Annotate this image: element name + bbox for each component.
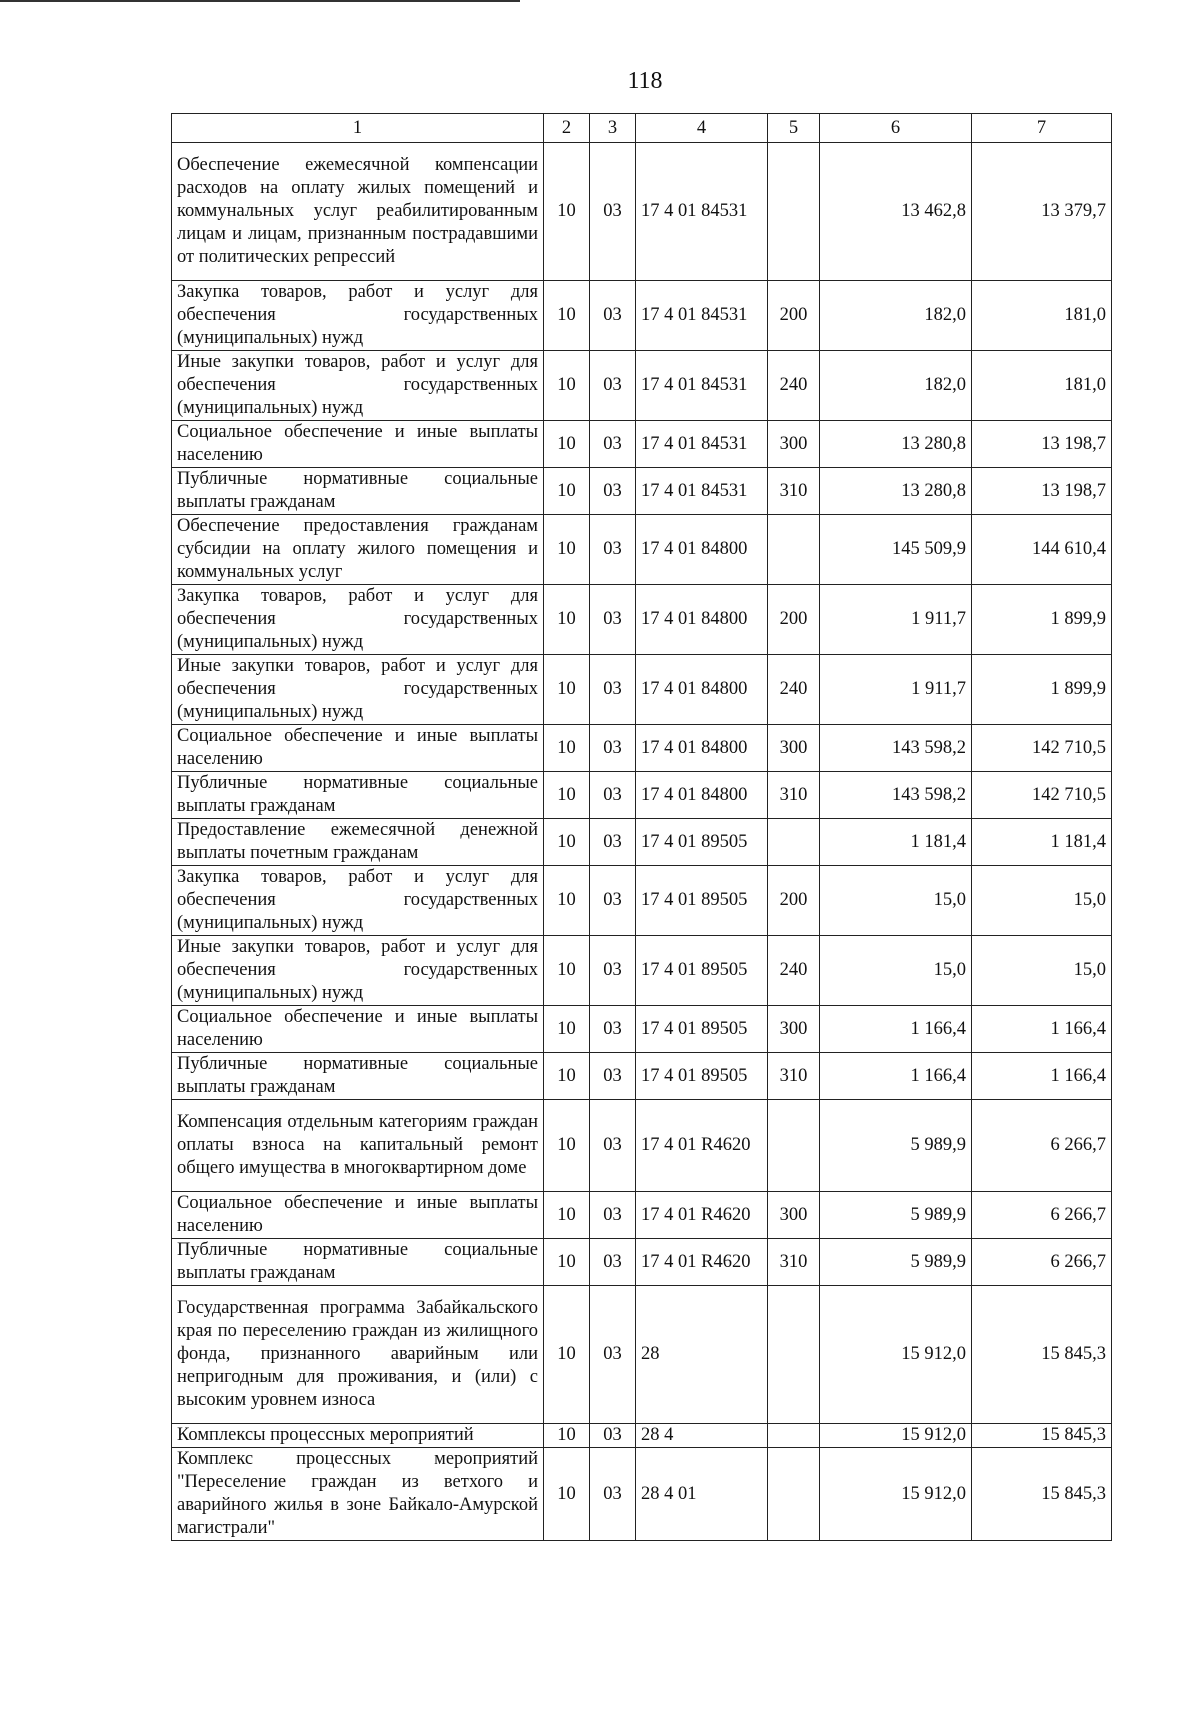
budget-table — [171, 113, 1112, 1541]
amount-year-1: 1 166,4 — [820, 1006, 972, 1053]
row-name: Компенсация отдельным категориям граждан оплаты взноса на капитальный ремонт общего имущества в многоквартирном доме — [172, 1100, 544, 1192]
expense-type-code — [768, 1100, 820, 1192]
amount-year-1: 143 598,2 — [820, 725, 972, 772]
section-code: 10 — [544, 421, 590, 468]
amount-year-2: 142 710,5 — [972, 725, 1112, 772]
amount-year-2: 1 899,9 — [972, 655, 1112, 725]
amount-year-2: 15 845,3 — [972, 1448, 1112, 1541]
amount-year-2: 142 710,5 — [972, 772, 1112, 819]
target-article-code: 17 4 01 84531 — [636, 351, 768, 421]
table-row — [172, 1192, 1112, 1239]
row-name: Социальное обеспечение и иные выплаты населению — [172, 421, 544, 468]
amount-year-1: 15,0 — [820, 866, 972, 936]
row-name: Иные закупки товаров, работ и услуг для обеспечения государственных (муниципальных) нужд — [172, 936, 544, 1006]
target-article-code: 17 4 01 84800 — [636, 725, 768, 772]
section-code: 10 — [544, 772, 590, 819]
target-article-code: 17 4 01 84531 — [636, 281, 768, 351]
page-top-rule — [0, 0, 520, 2]
expense-type-code: 300 — [768, 725, 820, 772]
target-article-code: 17 4 01 89505 — [636, 866, 768, 936]
amount-year-2: 6 266,7 — [972, 1239, 1112, 1286]
expense-type-code: 240 — [768, 655, 820, 725]
row-name: Закупка товаров, работ и услуг для обеспечения государственных (муниципальных) нужд — [172, 585, 544, 655]
row-name: Социальное обеспечение и иные выплаты населению — [172, 1006, 544, 1053]
amount-year-1: 1 911,7 — [820, 585, 972, 655]
section-code: 10 — [544, 468, 590, 515]
table-row — [172, 1100, 1112, 1192]
page-number: 118 — [627, 68, 663, 94]
amount-year-1: 1 181,4 — [820, 819, 972, 866]
subsection-code: 03 — [590, 351, 636, 421]
amount-year-2: 13 198,7 — [972, 468, 1112, 515]
target-article-code: 17 4 01 89505 — [636, 1053, 768, 1100]
subsection-code: 03 — [590, 1424, 636, 1448]
amount-year-2: 6 266,7 — [972, 1100, 1112, 1192]
subsection-code: 03 — [590, 1192, 636, 1239]
expense-type-code: 200 — [768, 866, 820, 936]
header-cell-3: 3 — [590, 114, 636, 143]
table-row — [172, 655, 1112, 725]
header-cell-6: 6 — [820, 114, 972, 143]
amount-year-1: 5 989,9 — [820, 1192, 972, 1239]
subsection-code: 03 — [590, 468, 636, 515]
row-name: Иные закупки товаров, работ и услуг для обеспечения государственных (муниципальных) нужд — [172, 351, 544, 421]
table-row — [172, 143, 1112, 281]
amount-year-2: 15,0 — [972, 936, 1112, 1006]
expense-type-code — [768, 1286, 820, 1424]
target-article-code: 28 4 — [636, 1424, 768, 1448]
table-row — [172, 866, 1112, 936]
header-cell-5: 5 — [768, 114, 820, 143]
subsection-code: 03 — [590, 1286, 636, 1424]
row-name: Иные закупки товаров, работ и услуг для обеспечения государственных (муниципальных) нужд — [172, 655, 544, 725]
subsection-code: 03 — [590, 1053, 636, 1100]
section-code: 10 — [544, 143, 590, 281]
subsection-code: 03 — [590, 1239, 636, 1286]
table-row — [172, 819, 1112, 866]
target-article-code: 17 4 01 84531 — [636, 468, 768, 515]
subsection-code: 03 — [590, 143, 636, 281]
section-code: 10 — [544, 1448, 590, 1541]
table-row — [172, 1006, 1112, 1053]
table-row — [172, 1239, 1112, 1286]
expense-type-code — [768, 515, 820, 585]
expense-type-code: 300 — [768, 1192, 820, 1239]
section-code: 10 — [544, 1424, 590, 1448]
section-code: 10 — [544, 1053, 590, 1100]
row-name: Социальное обеспечение и иные выплаты населению — [172, 1192, 544, 1239]
subsection-code: 03 — [590, 421, 636, 468]
header-cell-2: 2 — [544, 114, 590, 143]
amount-year-2: 13 198,7 — [972, 421, 1112, 468]
amount-year-1: 13 280,8 — [820, 421, 972, 468]
expense-type-code: 310 — [768, 1239, 820, 1286]
amount-year-1: 1 166,4 — [820, 1053, 972, 1100]
table-row — [172, 1053, 1112, 1100]
expense-type-code — [768, 1448, 820, 1541]
row-name: Обеспечение ежемесячной компенсации расходов на оплату жилых помещений и коммунальных услуг реабилитированным лицам и лицам, признанным пострадавшими от политических репрессий — [172, 143, 544, 281]
header-cell-1: 1 — [172, 114, 544, 143]
table-row — [172, 515, 1112, 585]
subsection-code: 03 — [590, 1100, 636, 1192]
amount-year-1: 15 912,0 — [820, 1424, 972, 1448]
amount-year-1: 182,0 — [820, 351, 972, 421]
expense-type-code: 310 — [768, 468, 820, 515]
amount-year-2: 1 166,4 — [972, 1006, 1112, 1053]
expense-type-code: 300 — [768, 1006, 820, 1053]
section-code: 10 — [544, 281, 590, 351]
expense-type-code: 300 — [768, 421, 820, 468]
section-code: 10 — [544, 1192, 590, 1239]
table-row — [172, 351, 1112, 421]
row-name: Государственная программа Забайкальского края по переселению граждан из жилищного фонда, признанного аварийным или непригодным для проживания, и (или) с высоким уровнем износа — [172, 1286, 544, 1424]
amount-year-2: 1 166,4 — [972, 1053, 1112, 1100]
subsection-code: 03 — [590, 772, 636, 819]
target-article-code: 17 4 01 R4620 — [636, 1100, 768, 1192]
target-article-code: 28 4 01 — [636, 1448, 768, 1541]
amount-year-2: 181,0 — [972, 351, 1112, 421]
expense-type-code — [768, 1424, 820, 1448]
row-name: Предоставление ежемесячной денежной выплаты почетным гражданам — [172, 819, 544, 866]
expense-type-code: 200 — [768, 585, 820, 655]
section-code: 10 — [544, 351, 590, 421]
amount-year-1: 13 280,8 — [820, 468, 972, 515]
row-name: Комплекс процессных мероприятий "Переселение граждан из ветхого и аварийного жилья в зоне Байкало-Амурской магистрали" — [172, 1448, 544, 1541]
target-article-code: 17 4 01 84800 — [636, 515, 768, 585]
target-article-code: 28 — [636, 1286, 768, 1424]
expense-type-code: 310 — [768, 1053, 820, 1100]
target-article-code: 17 4 01 84800 — [636, 655, 768, 725]
table-row — [172, 936, 1112, 1006]
header-row — [172, 114, 1112, 143]
subsection-code: 03 — [590, 936, 636, 1006]
section-code: 10 — [544, 515, 590, 585]
table-row — [172, 1448, 1112, 1541]
amount-year-2: 6 266,7 — [972, 1192, 1112, 1239]
target-article-code: 17 4 01 89505 — [636, 1006, 768, 1053]
amount-year-2: 15 845,3 — [972, 1424, 1112, 1448]
expense-type-code: 240 — [768, 936, 820, 1006]
table-row — [172, 421, 1112, 468]
target-article-code: 17 4 01 89505 — [636, 819, 768, 866]
amount-year-1: 1 911,7 — [820, 655, 972, 725]
amount-year-2: 13 379,7 — [972, 143, 1112, 281]
amount-year-2: 1 181,4 — [972, 819, 1112, 866]
section-code: 10 — [544, 1286, 590, 1424]
section-code: 10 — [544, 866, 590, 936]
table-row — [172, 468, 1112, 515]
amount-year-1: 5 989,9 — [820, 1239, 972, 1286]
amount-year-1: 15 912,0 — [820, 1286, 972, 1424]
target-article-code: 17 4 01 84800 — [636, 772, 768, 819]
row-name: Обеспечение предоставления гражданам субсидии на оплату жилого помещения и коммунальных услуг — [172, 515, 544, 585]
section-code: 10 — [544, 725, 590, 772]
row-name: Публичные нормативные социальные выплаты гражданам — [172, 772, 544, 819]
table-row — [172, 585, 1112, 655]
target-article-code: 17 4 01 89505 — [636, 936, 768, 1006]
amount-year-2: 1 899,9 — [972, 585, 1112, 655]
table-row — [172, 1424, 1112, 1448]
row-name: Закупка товаров, работ и услуг для обеспечения государственных (муниципальных) нужд — [172, 281, 544, 351]
expense-type-code: 200 — [768, 281, 820, 351]
subsection-code: 03 — [590, 1006, 636, 1053]
expense-type-code: 240 — [768, 351, 820, 421]
amount-year-1: 143 598,2 — [820, 772, 972, 819]
subsection-code: 03 — [590, 819, 636, 866]
subsection-code: 03 — [590, 1448, 636, 1541]
subsection-code: 03 — [590, 515, 636, 585]
section-code: 10 — [544, 936, 590, 1006]
amount-year-1: 15,0 — [820, 936, 972, 1006]
amount-year-2: 15,0 — [972, 866, 1112, 936]
section-code: 10 — [544, 585, 590, 655]
section-code: 10 — [544, 655, 590, 725]
expense-type-code: 310 — [768, 772, 820, 819]
expense-type-code — [768, 819, 820, 866]
amount-year-1: 15 912,0 — [820, 1448, 972, 1541]
target-article-code: 17 4 01 R4620 — [636, 1192, 768, 1239]
row-name: Публичные нормативные социальные выплаты гражданам — [172, 1239, 544, 1286]
table-row — [172, 772, 1112, 819]
subsection-code: 03 — [590, 725, 636, 772]
expense-type-code — [768, 143, 820, 281]
subsection-code: 03 — [590, 655, 636, 725]
table-row — [172, 1286, 1112, 1424]
amount-year-2: 181,0 — [972, 281, 1112, 351]
target-article-code: 17 4 01 84800 — [636, 585, 768, 655]
amount-year-2: 144 610,4 — [972, 515, 1112, 585]
table-row — [172, 281, 1112, 351]
subsection-code: 03 — [590, 866, 636, 936]
target-article-code: 17 4 01 84531 — [636, 421, 768, 468]
section-code: 10 — [544, 1239, 590, 1286]
amount-year-2: 15 845,3 — [972, 1286, 1112, 1424]
amount-year-1: 5 989,9 — [820, 1100, 972, 1192]
row-name: Публичные нормативные социальные выплаты гражданам — [172, 1053, 544, 1100]
amount-year-1: 182,0 — [820, 281, 972, 351]
section-code: 10 — [544, 819, 590, 866]
row-name: Закупка товаров, работ и услуг для обеспечения государственных (муниципальных) нужд — [172, 866, 544, 936]
row-name: Комплексы процессных мероприятий — [172, 1424, 544, 1448]
row-name: Публичные нормативные социальные выплаты гражданам — [172, 468, 544, 515]
target-article-code: 17 4 01 84531 — [636, 143, 768, 281]
section-code: 10 — [544, 1006, 590, 1053]
subsection-code: 03 — [590, 585, 636, 655]
section-code: 10 — [544, 1100, 590, 1192]
header-cell-7: 7 — [972, 114, 1112, 143]
row-name: Социальное обеспечение и иные выплаты населению — [172, 725, 544, 772]
amount-year-1: 13 462,8 — [820, 143, 972, 281]
subsection-code: 03 — [590, 281, 636, 351]
amount-year-1: 145 509,9 — [820, 515, 972, 585]
header-cell-4: 4 — [636, 114, 768, 143]
table-row — [172, 725, 1112, 772]
target-article-code: 17 4 01 R4620 — [636, 1239, 768, 1286]
